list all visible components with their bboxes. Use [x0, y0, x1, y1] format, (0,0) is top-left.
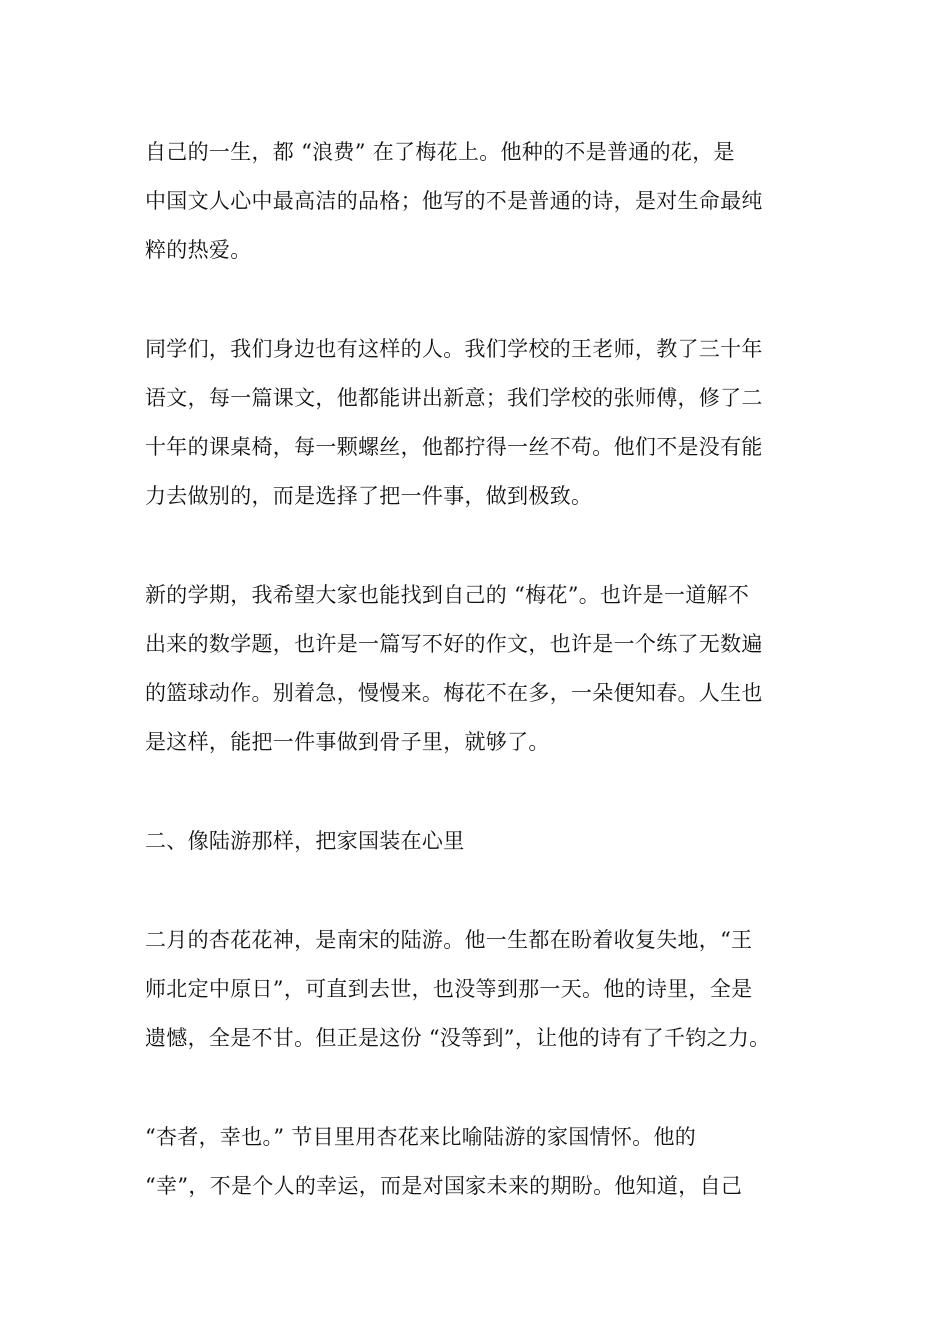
text-line: 二月的杏花花神，是南宋的陆游。他一生都在盼着收复失地，“王 [145, 928, 753, 952]
paragraph-lu-you [145, 916, 825, 1063]
text-line: 出来的数学题，也许是一篇写不好的作文，也许是一个练了无数遍 [145, 632, 763, 656]
document-body [145, 128, 825, 1261]
text-line: 自己的一生，都 “浪费” 在了梅花上。他种的不是普通的花，是 [145, 140, 735, 164]
text-line: 新的学期，我希望大家也能找到自己的 “梅花”。也许是一道解不 [145, 583, 750, 607]
text-line: 遗憾，全是不甘。但正是这份 “没等到”，让他的诗有了千钧之力。 [145, 1026, 771, 1050]
text-line: 师北定中原日”，可直到去世，也没等到那一天。他的诗里，全是 [145, 977, 753, 1001]
text-line: 十年的课桌椅，每一颗螺丝，他都拧得一丝不苟。他们不是没有能 [145, 435, 763, 459]
paragraph-teachers-example [145, 325, 825, 521]
text-line: “幸”，不是个人的幸运，而是对国家未来的期盼。他知道，自己 [145, 1174, 743, 1198]
paragraph-plum-blossom-life [145, 128, 825, 275]
text-line: 是这样，能把一件事做到骨子里，就够了。 [145, 730, 550, 754]
text-line: 中国文人心中最高洁的品格；他写的不是普通的诗，是对生命最纯 [145, 189, 763, 213]
text-line: 力去做别的，而是选择了把一件事，做到极致。 [145, 484, 593, 508]
paragraph-apricot-meaning [145, 1113, 825, 1211]
text-line: 同学们，我们身边也有这样的人。我们学校的王老师，教了三十年 [145, 337, 763, 361]
section-heading-text: 二、像陆游那样，把家国装在心里 [145, 829, 465, 853]
text-line: 的篮球动作。别着急，慢慢来。梅花不在多，一朵便知春。人生也 [145, 681, 763, 705]
paragraph-new-semester [145, 571, 825, 767]
text-line: 粹的热爱。 [145, 238, 252, 262]
section-heading [145, 817, 825, 866]
text-line: 语文，每一篇课文，他都能讲出新意；我们学校的张师傅，修了二 [145, 386, 763, 410]
text-line: “杏者，幸也。” 节目里用杏花来比喻陆游的家国情怀。他的 [145, 1125, 697, 1149]
